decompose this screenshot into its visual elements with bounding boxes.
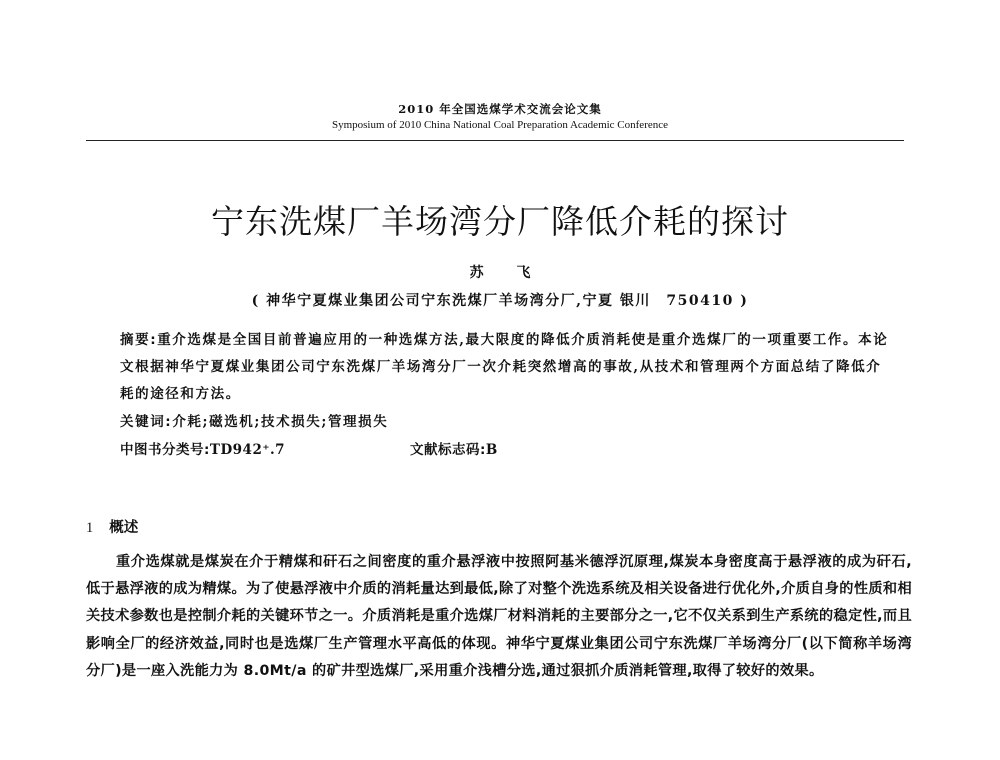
section-paragraph: 重介选煤就是煤炭在介于精煤和矸石之间密度的重介悬浮液中按照阿基米德浮沉原理,煤炭本身密度高于悬浮液的成为矸石,低于悬浮液的成为精煤。为了使悬浮液中介质的消耗量达到最低,除了对整个洗选系统及相关设备进行优化外,介质自身的性质和相关技术参数也是控制介耗的关键环节之一。介质消耗是重介选煤厂材料消耗的主要部分之一,它不仅关系到生产系统的稳定性,而且影响全厂的经济效益,同时也是选煤厂生产管理水平高低的体现。神华宁夏煤业集团公司宁东洗煤厂羊场湾分厂(以下简称羊场湾分厂)是一座入洗能力为 8.0Mt/a 的矿井型选煤厂,采用重介浅槽分选,通过狠抓介质消耗管理,取得了较好的效果。 xyxy=(86,554,912,679)
section-heading xyxy=(86,516,138,537)
keywords-label: 关键词: xyxy=(120,414,173,430)
document-code-value: B xyxy=(485,442,498,458)
running-head-chinese: 2010 年全国选煤学术交流会论文集 xyxy=(398,102,602,116)
classification-label: 中图书分类号: xyxy=(120,442,210,458)
classification-line xyxy=(120,437,890,464)
abstract-text: 重介选煤是全国目前普遍应用的一种选煤方法,最大限度的降低介质消耗使是重介选煤厂的一项重要工作。本论文根据神华宁夏煤业集团公司宁东洗煤厂羊场湾分厂一次介耗突然增高的事故,从技术和管理两个方面总结了降低介耗的途径和方法。 xyxy=(120,332,889,402)
classification-value: TD942⁺.7 xyxy=(209,442,286,458)
author-affiliation: ( 神华宁夏煤业集团公司宁东洗煤厂羊场湾分厂,宁夏 银川 750410 ) xyxy=(251,293,749,309)
header-rule xyxy=(86,140,904,141)
abstract xyxy=(120,327,890,408)
paper-title: 宁东洗煤厂羊场湾分厂降低介耗的探讨 xyxy=(211,202,789,241)
section-title: 概述 xyxy=(109,520,139,536)
keywords xyxy=(120,409,890,436)
abstract-label: 摘要: xyxy=(120,332,158,348)
document-code xyxy=(410,437,498,464)
author-name: 苏 飞 xyxy=(469,265,545,281)
running-head-english: Symposium of 2010 China National Coal Preparation Academic Conference xyxy=(331,119,669,131)
document-code-label: 文献标志码: xyxy=(410,442,486,458)
keywords-text: 介耗;磁选机;技术损失;管理损失 xyxy=(172,414,389,430)
section-number: 1 xyxy=(86,520,94,536)
